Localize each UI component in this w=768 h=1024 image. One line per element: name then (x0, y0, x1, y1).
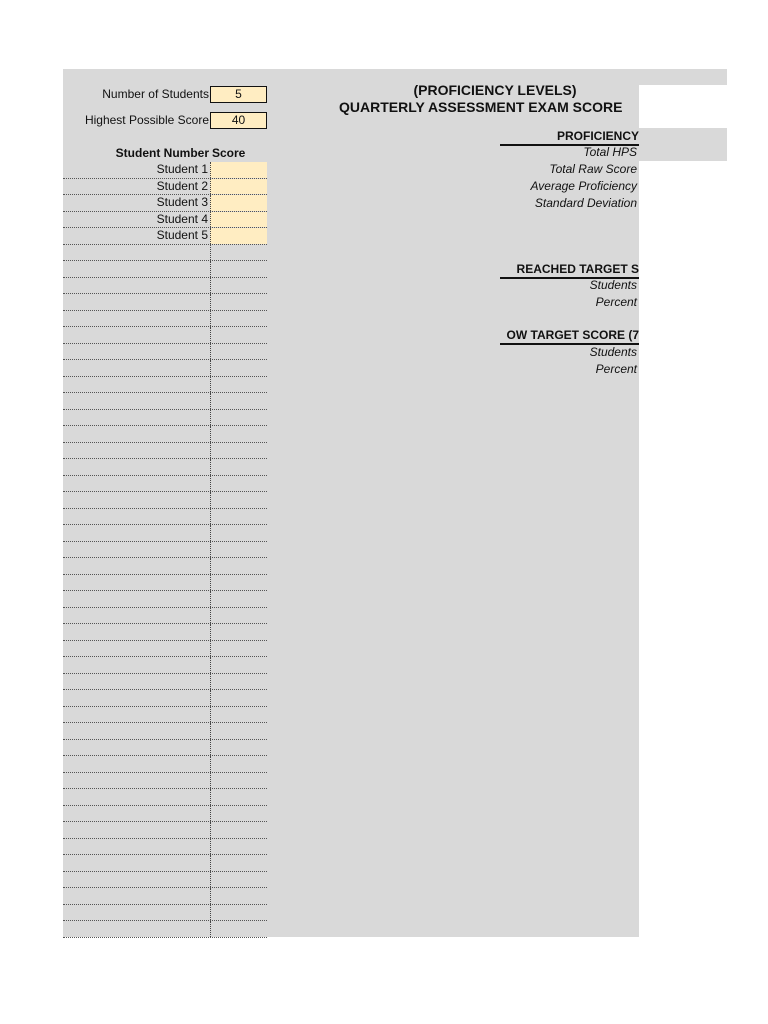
empty-table-row (63, 608, 267, 625)
score-cell[interactable] (210, 195, 267, 211)
empty-student-cell[interactable] (63, 740, 210, 756)
empty-score-cell[interactable] (210, 410, 267, 426)
empty-score-cell[interactable] (210, 756, 267, 772)
empty-student-cell[interactable] (63, 311, 210, 327)
empty-table-row (63, 294, 267, 311)
empty-student-cell[interactable] (63, 393, 210, 409)
empty-score-cell[interactable] (210, 690, 267, 706)
empty-student-cell[interactable] (63, 278, 210, 294)
empty-table-row (63, 641, 267, 658)
empty-student-cell[interactable] (63, 905, 210, 921)
empty-student-cell[interactable] (63, 525, 210, 541)
score-cell[interactable] (210, 212, 267, 228)
empty-student-cell[interactable] (63, 459, 210, 475)
empty-table-row (63, 327, 267, 344)
empty-table-row (63, 492, 267, 509)
empty-student-cell[interactable] (63, 476, 210, 492)
empty-table-row (63, 591, 267, 608)
empty-score-cell[interactable] (210, 657, 267, 673)
empty-student-cell[interactable] (63, 608, 210, 624)
empty-score-cell[interactable] (210, 525, 267, 541)
empty-score-cell[interactable] (210, 294, 267, 310)
empty-score-cell[interactable] (210, 393, 267, 409)
empty-table-row (63, 707, 267, 724)
sheet-mid-extension (639, 128, 727, 161)
empty-table-row (63, 872, 267, 889)
col-header-score: Score (212, 146, 246, 160)
empty-student-cell[interactable] (63, 773, 210, 789)
empty-student-cell[interactable] (63, 789, 210, 805)
empty-score-cell[interactable] (210, 839, 267, 855)
empty-table-row (63, 773, 267, 790)
table-row (63, 162, 267, 179)
empty-score-cell[interactable] (210, 459, 267, 475)
empty-score-cell[interactable] (210, 245, 267, 261)
empty-table-row (63, 311, 267, 328)
empty-table-row (63, 459, 267, 476)
empty-student-cell[interactable] (63, 360, 210, 376)
empty-score-cell[interactable] (210, 278, 267, 294)
empty-student-cell[interactable] (63, 509, 210, 525)
hps-input[interactable]: 40 (210, 112, 267, 129)
student-label: Student 4 (156, 211, 208, 226)
empty-table-row (63, 905, 267, 922)
empty-table-row (63, 690, 267, 707)
student-label: Student 3 (156, 195, 208, 209)
below-percent-label: Percent (595, 362, 637, 376)
empty-table-row (63, 657, 267, 674)
empty-student-cell[interactable] (63, 492, 210, 508)
table-row (63, 212, 267, 229)
empty-table-row (63, 393, 267, 410)
empty-score-cell[interactable] (210, 542, 267, 558)
empty-student-cell[interactable] (63, 344, 210, 360)
empty-table-row (63, 756, 267, 773)
empty-score-cell[interactable] (210, 921, 267, 937)
empty-score-cell[interactable] (210, 740, 267, 756)
empty-table-row (63, 921, 267, 938)
score-cell[interactable] (210, 228, 267, 244)
proficiency-section-title: PROFICIENCY (556, 129, 639, 143)
empty-student-cell[interactable] (63, 410, 210, 426)
num-students-label: Number of Students (102, 87, 209, 101)
empty-student-cell[interactable] (63, 624, 210, 640)
empty-table-row (63, 723, 267, 740)
hps-label: Highest Possible Score (84, 113, 209, 127)
empty-table-row (63, 261, 267, 278)
empty-table-row (63, 360, 267, 377)
empty-score-cell[interactable] (210, 261, 267, 277)
empty-student-cell[interactable] (63, 723, 210, 739)
empty-table-row (63, 245, 267, 262)
student-label: Student 2 (156, 178, 208, 193)
empty-table-row (63, 476, 267, 493)
empty-table-row (63, 426, 267, 443)
student-label: Student 1 (156, 162, 208, 176)
empty-student-cell[interactable] (63, 426, 210, 442)
title-line-1: (PROFICIENCY LEVELS) (413, 82, 577, 98)
empty-table-row (63, 855, 267, 872)
table-row (63, 179, 267, 196)
student-table (63, 162, 267, 938)
empty-student-cell[interactable] (63, 558, 210, 574)
empty-score-cell[interactable] (210, 888, 267, 904)
empty-score-cell[interactable] (210, 723, 267, 739)
empty-score-cell[interactable] (210, 624, 267, 640)
empty-student-cell[interactable] (63, 822, 210, 838)
col-header-student-number: Student Number (115, 146, 209, 160)
empty-table-row (63, 410, 267, 427)
empty-student-cell[interactable] (63, 377, 210, 393)
empty-student-cell[interactable] (63, 921, 210, 937)
empty-table-row (63, 443, 267, 460)
empty-table-row (63, 888, 267, 905)
empty-table-row (63, 674, 267, 691)
empty-table-row (63, 558, 267, 575)
empty-table-row (63, 509, 267, 526)
empty-student-cell[interactable] (63, 542, 210, 558)
empty-student-cell[interactable] (63, 674, 210, 690)
empty-table-row (63, 525, 267, 542)
empty-score-cell[interactable] (210, 872, 267, 888)
empty-score-cell[interactable] (210, 641, 267, 657)
reached-target-section-title: REACHED TARGET S (516, 262, 639, 276)
empty-score-cell[interactable] (210, 558, 267, 574)
empty-student-cell[interactable] (63, 591, 210, 607)
empty-student-cell[interactable] (63, 641, 210, 657)
empty-table-row (63, 542, 267, 559)
reached-students-label: Students (589, 278, 637, 292)
standard-deviation-label: Standard Deviation (534, 196, 637, 210)
average-proficiency-label: Average Proficiency (530, 179, 637, 193)
empty-student-cell[interactable] (63, 806, 210, 822)
empty-student-cell[interactable] (63, 261, 210, 277)
empty-student-cell[interactable] (63, 575, 210, 591)
empty-score-cell[interactable] (210, 509, 267, 525)
empty-score-cell[interactable] (210, 608, 267, 624)
empty-score-cell[interactable] (210, 426, 267, 442)
empty-student-cell[interactable] (63, 690, 210, 706)
total-hps-label: Total HPS (583, 145, 637, 159)
empty-student-cell[interactable] (63, 888, 210, 904)
empty-score-cell[interactable] (210, 327, 267, 343)
empty-score-cell[interactable] (210, 360, 267, 376)
empty-score-cell[interactable] (210, 311, 267, 327)
empty-table-row (63, 822, 267, 839)
student-label: Student 5 (156, 228, 208, 242)
empty-score-cell[interactable] (210, 575, 267, 591)
empty-score-cell[interactable] (210, 855, 267, 871)
empty-score-cell[interactable] (210, 492, 267, 508)
empty-score-cell[interactable] (210, 905, 267, 921)
empty-score-cell[interactable] (210, 674, 267, 690)
empty-score-cell[interactable] (210, 476, 267, 492)
reached-percent-label: Percent (595, 295, 637, 309)
empty-student-cell[interactable] (63, 855, 210, 871)
empty-score-cell[interactable] (210, 789, 267, 805)
empty-score-cell[interactable] (210, 591, 267, 607)
empty-score-cell[interactable] (210, 806, 267, 822)
empty-student-cell[interactable] (63, 839, 210, 855)
below-target-section-title: OW TARGET SCORE (7 (506, 328, 639, 342)
total-raw-score-label: Total Raw Score (549, 162, 637, 176)
empty-student-cell[interactable] (63, 756, 210, 772)
below-students-label: Students (589, 345, 637, 359)
empty-score-cell[interactable] (210, 344, 267, 360)
empty-student-cell[interactable] (63, 707, 210, 723)
empty-score-cell[interactable] (210, 707, 267, 723)
empty-table-row (63, 278, 267, 295)
empty-table-row (63, 575, 267, 592)
table-row (63, 228, 267, 245)
empty-student-cell[interactable] (63, 657, 210, 673)
empty-table-row (63, 839, 267, 856)
empty-table-row (63, 806, 267, 823)
empty-student-cell[interactable] (63, 294, 210, 310)
empty-table-row (63, 344, 267, 361)
empty-table-row (63, 789, 267, 806)
score-cell[interactable] (210, 179, 267, 195)
table-row (63, 195, 267, 212)
empty-student-cell[interactable] (63, 443, 210, 459)
num-students-input[interactable]: 5 (210, 86, 267, 103)
empty-student-cell[interactable] (63, 245, 210, 261)
empty-score-cell[interactable] (210, 773, 267, 789)
empty-table-row (63, 740, 267, 757)
empty-student-cell[interactable] (63, 327, 210, 343)
empty-score-cell[interactable] (210, 822, 267, 838)
title-line-2: QUARTERLY ASSESSMENT EXAM SCORE (339, 99, 623, 115)
score-cell[interactable] (210, 162, 267, 178)
empty-table-row (63, 377, 267, 394)
empty-student-cell[interactable] (63, 872, 210, 888)
empty-table-row (63, 624, 267, 641)
empty-score-cell[interactable] (210, 377, 267, 393)
empty-score-cell[interactable] (210, 443, 267, 459)
